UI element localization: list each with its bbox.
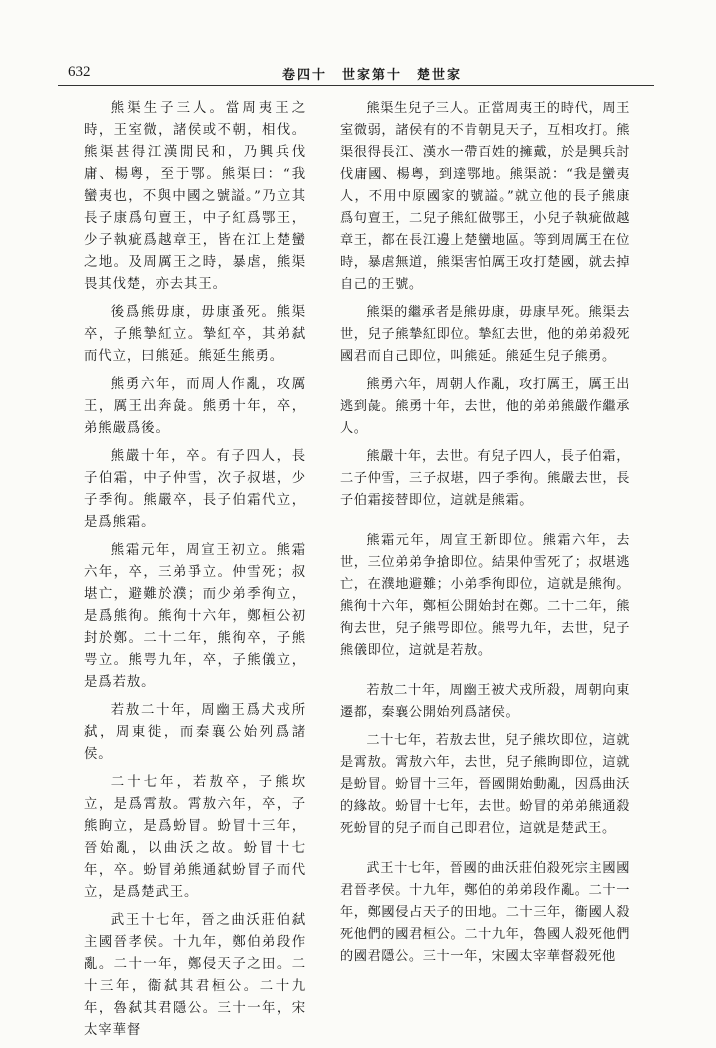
classical-paragraph: 熊渠生子三人。當周夷王之時，王室微，諸侯或不朝，相伐。熊渠甚得江漢閒民和，乃興兵伐庸、楊粵，至于鄂。熊渠曰：“我蠻夷也，不與中國之號謚。”乃立其長子康爲句亶王，中子紅爲鄂王，少子執疵爲越章王，皆在江上楚蠻之地。及周厲王之時，暴虐，熊渠畏其伐楚，亦去其王。: [84, 101, 306, 292]
translation-paragraph: 熊勇六年，周朝人作亂，攻打厲王，厲王出逃到彘。熊勇十年，去世，他的弟弟熊嚴作繼承人。: [340, 377, 630, 436]
classical-paragraph: 若敖二十年，周幽王爲犬戎所弑，周東徙，而秦襄公始列爲諸侯。: [84, 703, 306, 762]
page-number: 632: [68, 64, 91, 80]
classical-paragraph: 二十七年，若敖卒，子熊坎立，是爲霄敖。霄敖六年，卒，子熊眴立，是爲蚡冒。蚡冒十三年，晉始亂，以曲沃之故。蚡冒十七年，卒。蚡冒弟熊通弑蚡冒子而代立，是爲楚武王。: [84, 775, 306, 900]
translation-text-column: [340, 98, 630, 974]
translation-paragraph: 武王十七年，晉國的曲沃莊伯殺死宗主國國君晉孝侯。十九年，鄭伯的弟弟段作亂。二十一年，鄭國侵占天子的田地。二十三年，衞國人殺死他們的國君桓公。二十九年，魯國人殺死他們的國君隱公。三十一年，宋國太宰華督殺死他: [340, 861, 630, 964]
translation-paragraph: 熊霜元年，周宣王新即位。熊霜六年，去世，三位弟弟争搶即位。結果仲雪死了；叔堪逃亡，在濮地避難；小弟季徇即位，這就是熊徇。熊徇十六年，鄭桓公開始封在鄭。二十二年，熊徇去世，兒子熊咢即位。熊咢九年，去世，兒子熊儀即位，這就是若敖。: [340, 533, 630, 658]
paragraph-spacer: [340, 668, 630, 680]
paragraph-spacer: [340, 518, 630, 530]
classical-paragraph: 後爲熊毋康，毋康蚤死。熊渠卒，子熊摯紅立。摯紅卒，其弟弑而代立，曰熊延。熊延生熊勇。: [84, 305, 306, 364]
classical-paragraph: 熊嚴十年，卒。有子四人，長子伯霜，中子仲雪，次子叔堪，少子季徇。熊嚴卒，長子伯霜代立，是爲熊霜。: [84, 449, 306, 530]
paragraph-spacer: [340, 846, 630, 858]
translation-paragraph: 二十七年，若敖去世，兒子熊坎即位，這就是霄敖。霄敖六年，去世，兒子熊眴即位，這就是蚡冒。蚡冒十三年，晉國開始動亂，因爲曲沃的緣故。蚡冒十七年，去世。蚡冒的弟弟熊通殺死蚡冒的兒子而自己即君位，這就是楚武王。: [340, 733, 630, 836]
translation-paragraph: 熊渠的繼承者是熊毋康，毋康早死。熊渠去世，兒子熊摯紅即位。摯紅去世，他的弟弟殺死國君而自己即位，叫熊延。熊延生兒子熊勇。: [340, 305, 630, 364]
classical-text-column: [84, 98, 306, 1048]
translation-paragraph: 熊渠生兒子三人。正當周夷王的時代，周王室微弱，諸侯有的不肯朝見天子，互相攻打。熊渠很得長江、漢水一帶百姓的擁戴，於是興兵討伐庸國、楊粵，到達鄂地。熊渠説：“我是蠻夷人，不用中原國家的號謚。”就立他的長子熊康爲句亶王，二兒子熊紅做鄂王，小兒子執疵做越章王，都在長江邊上楚蠻地區。等到周厲王在位時，暴虐無道，熊渠害怕厲王攻打楚國，就去掉自己的王號。: [340, 101, 630, 292]
translation-paragraph: 熊嚴十年，去世。有兒子四人，長子伯霜，二子仲雪，三子叔堪，四子季徇。熊嚴去世，長子伯霜接替即位，這就是熊霜。: [340, 449, 630, 508]
translation-paragraph: 若敖二十年，周幽王被犬戎所殺，周朝向東遷都，秦襄公開始列爲諸侯。: [340, 683, 630, 720]
classical-paragraph: 熊勇六年，而周人作亂，攻厲王，厲王出奔彘。熊勇十年，卒，弟熊嚴爲後。: [84, 377, 306, 436]
classical-paragraph: 熊霜元年，周宣王初立。熊霜六年，卒，三弟爭立。仲雪死；叔堪亡，避難於濮；而少弟季徇立，是爲熊徇。熊徇十六年，鄭桓公初封於鄭。二十二年，熊徇卒，子熊咢立。熊咢九年，卒，子熊儀立，是爲若敖。: [84, 543, 306, 690]
header-rule: [58, 85, 654, 86]
classical-paragraph: 武王十七年，晉之曲沃莊伯弑主國晉孝侯。十九年，鄭伯弟段作亂。二十一年，鄭侵天子之田。二十三年，衞弑其君桓公。二十九年，魯弑其君隱公。三十一年，宋太宰華督: [84, 913, 306, 1038]
page-header: [58, 60, 654, 86]
running-head: 卷四十 世家第十 楚世家: [282, 68, 463, 83]
